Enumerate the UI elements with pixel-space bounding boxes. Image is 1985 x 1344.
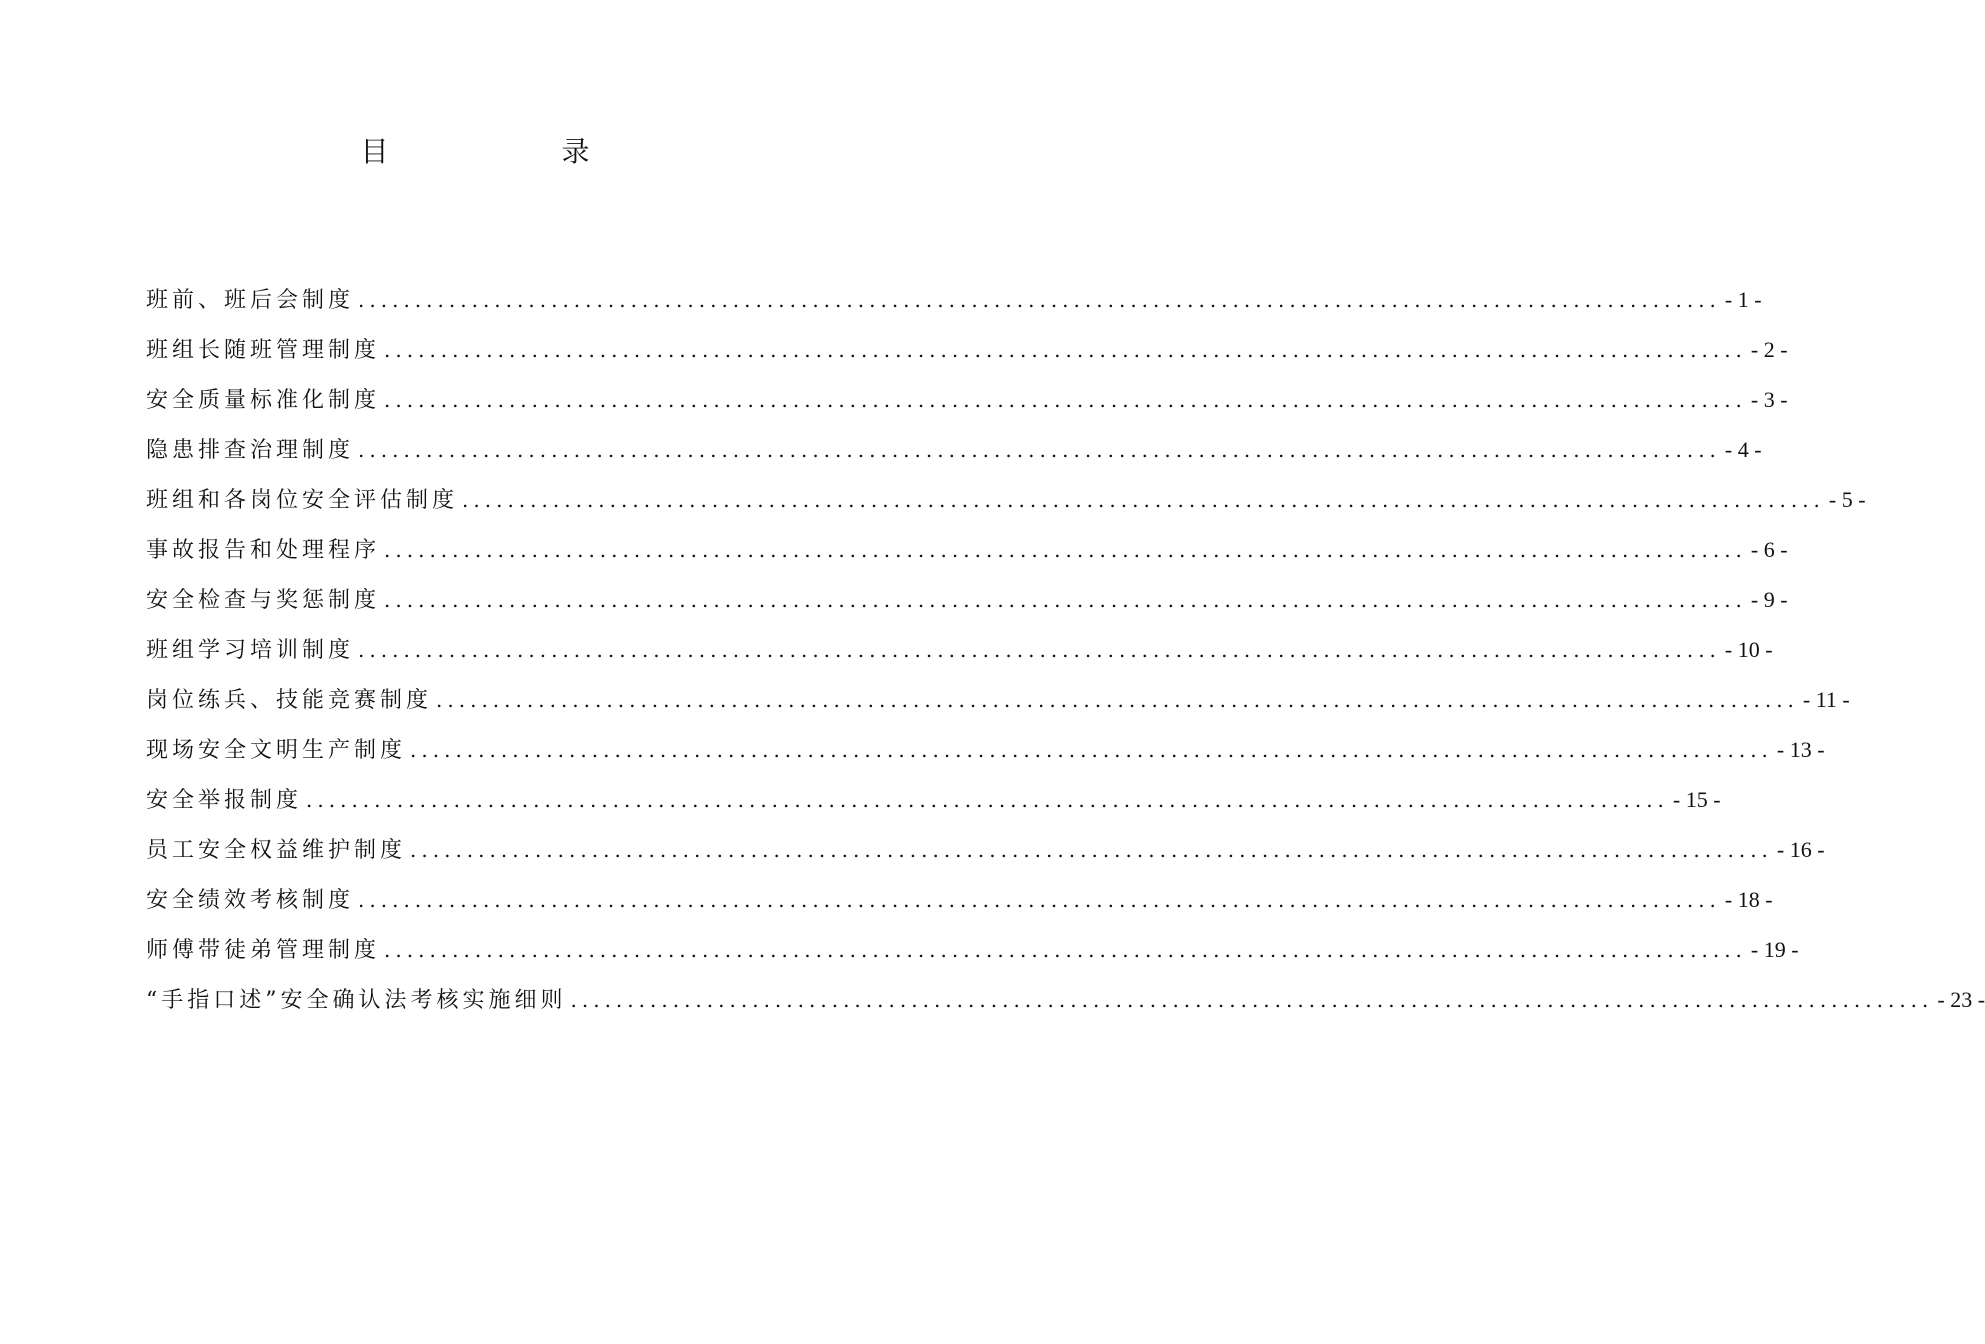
toc-entry-page: - 2 - [1750,337,1788,362]
toc-leader-dots: ........................................................................................................................ [358,888,1721,912]
toc-entry-label: 事故报告和处理程序 [146,538,381,563]
toc-entry[interactable] [146,780,1721,830]
toc-entry-page: - 4 - [1724,437,1762,462]
toc-entry[interactable] [146,630,1773,680]
toc-leader-dots: ........................................................................................................................ [570,988,1934,1012]
toc-entry-label: 安全绩效考核制度 [146,888,355,913]
toc-leader-dots: ........................................................................................................................ [358,438,1721,462]
toc-entry-page: - 6 - [1750,537,1788,562]
toc-entry-page: - 18 - [1724,887,1773,912]
toc-entry-label: 安全举报制度 [146,788,303,813]
toc-entry[interactable] [146,830,1825,880]
toc-entry-page: - 13 - [1776,737,1825,762]
toc-leader-dots: ........................................................................................................................ [384,388,1747,412]
toc-entry[interactable] [146,730,1825,780]
toc-leader-dots: ........................................................................................................................ [436,688,1799,712]
toc-entry[interactable] [146,580,1788,630]
toc-entry-page: - 10 - [1724,637,1773,662]
toc-leader-dots: ........................................................................................................................ [358,288,1721,312]
page-title: 目 录 [360,135,672,168]
toc-entry-label: 班组和各岗位安全评估制度 [146,488,459,513]
toc-entry[interactable] [146,480,1866,530]
toc-entry-label: 现场安全文明生产制度 [146,738,407,763]
toc-entry[interactable] [146,980,1985,1030]
table-of-contents [146,280,1985,1030]
toc-entry-label: 师傅带徒弟管理制度 [146,938,381,963]
toc-entry[interactable] [146,880,1773,930]
toc-leader-dots: ........................................................................................................................ [384,588,1747,612]
toc-leader-dots: ........................................................................................................................ [410,838,1773,862]
toc-entry-label: “手指口述”安全确认法考核实施细则 [146,988,567,1013]
toc-leader-dots: ........................................................................................................................ [358,638,1721,662]
toc-entry-page: - 19 - [1750,937,1799,962]
toc-leader-dots: ........................................................................................................................ [462,488,1825,512]
toc-entry-page: - 11 - [1802,687,1850,712]
toc-entry-page: - 1 - [1724,287,1762,312]
toc-entry[interactable] [146,930,1799,980]
toc-entry-page: - 23 - [1937,987,1985,1012]
toc-entry[interactable] [146,380,1788,430]
toc-entry-label: 岗位练兵、技能竞赛制度 [146,688,433,713]
toc-entry[interactable] [146,330,1788,380]
toc-entry-label: 班组学习培训制度 [146,638,355,663]
toc-entry-label: 员工安全权益维护制度 [146,838,407,863]
toc-entry[interactable] [146,280,1762,330]
toc-entry-label: 班前、班后会制度 [146,288,355,313]
toc-entry[interactable] [146,530,1788,580]
toc-entry-label: 隐患排查治理制度 [146,438,355,463]
toc-leader-dots: ........................................................................................................................ [384,538,1747,562]
toc-leader-dots: ........................................................................................................................ [384,338,1747,362]
toc-leader-dots: ........................................................................................................................ [306,788,1669,812]
toc-entry-page: - 15 - [1672,787,1721,812]
toc-entry-page: - 9 - [1750,587,1788,612]
toc-entry-label: 安全检查与奖惩制度 [146,588,381,613]
toc-leader-dots: ........................................................................................................................ [384,938,1747,962]
toc-entry-label: 安全质量标准化制度 [146,388,381,413]
toc-entry[interactable] [146,680,1850,730]
toc-entry-page: - 3 - [1750,387,1788,412]
toc-entry-page: - 5 - [1828,487,1866,512]
toc-leader-dots: ........................................................................................................................ [410,738,1773,762]
toc-entry-page: - 16 - [1776,837,1825,862]
toc-entry[interactable] [146,430,1762,480]
toc-entry-label: 班组长随班管理制度 [146,338,381,363]
